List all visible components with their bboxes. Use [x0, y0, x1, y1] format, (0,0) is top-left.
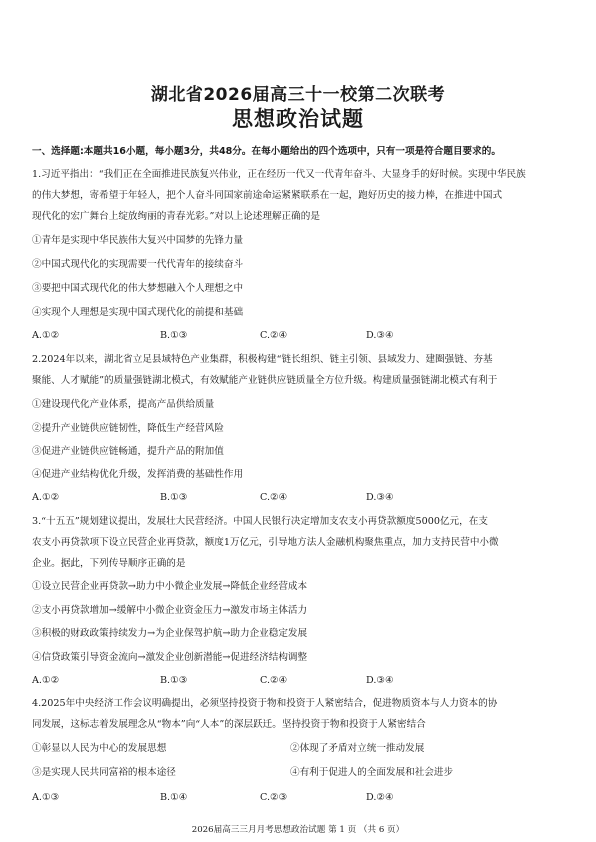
q3-choice-a: A.①② [32, 675, 60, 686]
q4-choice-b: B.①④ [160, 792, 188, 803]
q1-stem-line-3: 现代化的宏广舞台上绽放绚丽的青春光彩。”对以上论述理解正确的是 [32, 211, 320, 222]
q2-statement-3: ③促进产业链供应链畅通，提升产品的附加值 [32, 446, 224, 457]
q3-choice-d: D.③④ [366, 675, 394, 686]
q4-stem-line-1: 4.2025年中央经济工作会议明确提出，必须坚持投资于物和投资于人紧密结合，促进物质资本与人力资本的协 [32, 698, 498, 709]
exam-title: 湖北省2026届高三十一校第二次联考 [150, 85, 446, 105]
q4-choice-a: A.①③ [32, 792, 60, 803]
q3-statement-4: ④信贷政策引导资金流向→激发企业创新潜能→促进经济结构调整 [32, 652, 308, 663]
q1-statement-2: ②中国式现代化的实现需要一代代青年的接续奋斗 [32, 259, 244, 270]
q4-choice-d: D.②④ [366, 792, 394, 803]
q1-statement-3: ③要把中国式现代化的伟大梦想融入个人理想之中 [32, 283, 244, 294]
q4-choice-c: C.②③ [260, 792, 288, 803]
q3-stem-line-3: 企业。据此，下列传导顺序正确的是 [32, 558, 186, 569]
q3-choice-b: B.①③ [160, 675, 188, 686]
q1-stem-line-1: 1.习近平指出：“我们正在全面推进民族复兴伟业，正在经历一代又一代青年奋斗、大显身手的好时候。实现中华民族 [32, 169, 526, 180]
q2-statement-4: ④促进产业结构优化升级，发挥消费的基础性作用 [32, 469, 244, 480]
q1-choice-b: B.①③ [160, 330, 188, 341]
q4-statement-3: ③是实现人民共同富裕的根本途径 [32, 767, 176, 778]
q3-statement-3: ③积极的财政政策持续发力→为企业保驾护航→助力企业稳定发展 [32, 628, 308, 639]
q2-choice-a: A.①② [32, 492, 60, 503]
q2-stem-line-1: 2.2024年以来，湖北省立足县域特色产业集群，积极构建“链长组织、链主引领、县域发力、建圈强链、夯基 [32, 354, 493, 365]
q2-choice-c: C.②④ [260, 492, 288, 503]
page-footer: 2026届高三三月月考思想政治试题 第 1 页 （共 6 页） [191, 825, 405, 835]
q4-statement-1: ①彰显以人民为中心的发展思想 [32, 743, 167, 754]
q4-statement-2: ②体现了矛盾对立统一推动发展 [290, 743, 425, 754]
q4-stem-line-2: 同发展，这标志着发展理念从“物本”向“人本”的深层跃迁。坚持投资于物和投资于人紧密结合 [32, 719, 426, 730]
q2-choice-b: B.①③ [160, 492, 188, 503]
exam-subject-title: 思想政治试题 [232, 107, 364, 131]
q4-statement-4: ④有利于促进人的全面发展和社会进步 [290, 767, 454, 778]
q1-stem-line-2: 的伟大梦想，寄希望于年轻人，把个人奋斗同国家前途命运紧紧联系在一起，跑好历史的接力棒，在推进中国式 [32, 190, 503, 201]
q2-stem-line-2: 聚能、人才赋能”的质量强链湖北模式，有效赋能产业链供应链质量全方位升级。构建质量强链湖北模式有利于 [32, 375, 498, 386]
q1-choice-d: D.③④ [366, 330, 394, 341]
q1-choice-a: A.①② [32, 330, 60, 341]
q3-choice-c: C.②④ [260, 675, 288, 686]
q3-stem-line-2: 农支小再贷款项下设立民营企业再贷款，额度1万亿元，引导地方法人金融机构聚焦重点，加力支持民营中小微 [32, 537, 499, 548]
q3-statement-2: ②支小再贷款增加→缓解中小微企业资金压力→激发市场主体活力 [32, 605, 308, 616]
q1-statement-1: ①青年是实现中华民族伟大复兴中国梦的先锋力量 [32, 235, 244, 246]
q2-statement-2: ②提升产业链供应链韧性，降低生产经营风险 [32, 423, 224, 434]
q1-statement-4: ④实现个人理想是实现中国式现代化的前提和基础 [32, 307, 244, 318]
q3-statement-1: ①设立民营企业再贷款→助力中小微企业发展→降低企业经营成本 [32, 581, 308, 592]
section-instructions: 一、选择题:本题共16小题，每小题3分，共48分。在每小题给出的四个选项中，只有一项是符合题目要求的。 [32, 146, 501, 157]
q2-statement-1: ①建设现代化产业体系，提高产品供给质量 [32, 399, 215, 410]
q1-choice-c: C.②④ [260, 330, 288, 341]
q2-choice-d: D.③④ [366, 492, 394, 503]
q3-stem-line-1: 3.“十五五”规划建议提出，发展壮大民营经济。中国人民银行决定增加支农支小再贷款额度5000亿元，在支 [32, 516, 488, 527]
